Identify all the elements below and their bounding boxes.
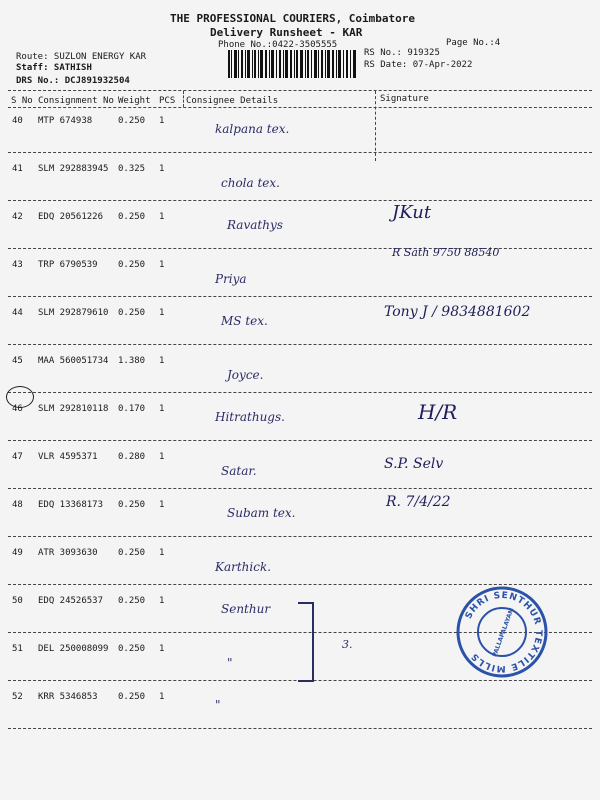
col-signature: Signature [380, 94, 429, 104]
row-weight: 0.280 [118, 452, 146, 462]
circled-row-mark [6, 386, 34, 408]
row-sno: 48 [12, 500, 23, 510]
col-consignment: Consignment No [38, 96, 114, 106]
company-seal-stamp [454, 584, 550, 680]
row-sno: 49 [12, 548, 23, 558]
row-weight: 0.250 [118, 500, 146, 510]
row-consignment-no: SLM 292883945 [38, 164, 109, 174]
rs-date: RS Date: 07-Apr-2022 [364, 60, 473, 70]
row-consignment-no: SLM 292879610 [38, 308, 109, 318]
row-consignee: Joyce. [227, 368, 264, 382]
row-pcs: 1 [159, 260, 165, 270]
row-consignee: Ravathys [227, 218, 283, 232]
row-consignee: Karthick. [215, 560, 272, 574]
phone-number: Phone No.:0422-3505555 [218, 40, 338, 50]
staff-label: Staff: SATHISH [16, 63, 92, 73]
row-signature: S.P. Selv [384, 456, 444, 472]
row-sno: 45 [12, 356, 23, 366]
row-weight: 0.250 [118, 692, 146, 702]
row-consignment-no: MAA 560051734 [38, 356, 109, 366]
doc-title: THE PROFESSIONAL COURIERS, Coimbatore [170, 12, 416, 25]
row-pcs: 1 [159, 596, 165, 606]
row-weight: 0.250 [118, 548, 146, 558]
row-weight: 0.250 [118, 116, 146, 126]
row-pcs: 1 [159, 308, 165, 318]
row-pcs: 1 [159, 500, 165, 510]
row-consignee: Priya [215, 272, 247, 286]
col-sno: S No [11, 96, 33, 106]
row-weight: 0.250 [118, 308, 146, 318]
row-pcs: 1 [159, 644, 165, 654]
row-weight: 0.170 [118, 404, 146, 414]
row-divider [8, 536, 592, 537]
row-consignee: Subam tex. [227, 506, 296, 520]
row-pcs: 1 [159, 212, 165, 222]
bracket-mark [298, 602, 314, 682]
row-consignment-no: EDQ 20561226 [38, 212, 104, 222]
bracket-count: 3. [342, 638, 353, 651]
row-consignee: MS tex. [221, 314, 268, 328]
row-divider [8, 440, 592, 441]
row-pcs: 1 [159, 452, 165, 462]
row-pcs: 1 [159, 692, 165, 702]
row-pcs: 1 [159, 164, 165, 174]
row-signature: R. 7/4/22 [386, 494, 451, 510]
row-sno: 51 [12, 644, 23, 654]
row-consignment-no: ATR 3093630 [38, 548, 98, 558]
row-pcs: 1 [159, 116, 165, 126]
row-consignment-no: KRR 5346853 [38, 692, 98, 702]
row-weight: 0.325 [118, 164, 146, 174]
row-signature: Tony J / 9834881602 [384, 304, 531, 320]
barcode-image [228, 50, 356, 78]
row-consignee: Senthur [221, 602, 271, 616]
row-consignee: Satar. [221, 464, 257, 478]
row-consignee: " [215, 698, 221, 712]
row-sno: 44 [12, 308, 23, 318]
row-signature: H/R [418, 400, 458, 424]
row-divider [8, 344, 592, 345]
row-weight: 0.250 [118, 644, 146, 654]
row-sno: 40 [12, 116, 23, 126]
row-divider [8, 392, 592, 393]
row-consignment-no: EDQ 24526537 [38, 596, 104, 606]
rs-number: RS No.: 919325 [364, 48, 440, 58]
row-consignee: chola tex. [221, 176, 280, 190]
row-consignment-no: DEL 250008099 [38, 644, 109, 654]
row-sno: 47 [12, 452, 23, 462]
row-sno: 50 [12, 596, 23, 606]
col-pcs: PCS [159, 96, 176, 106]
row-consignment-no: SLM 292810118 [38, 404, 109, 414]
row-consignment-no: EDQ 13368173 [38, 500, 104, 510]
row-divider [8, 488, 592, 489]
row-divider [8, 200, 592, 201]
svg-text:PALLAPALAYAM: PALLAPALAYAM [491, 607, 516, 658]
row-divider [8, 728, 592, 729]
row-divider [8, 248, 592, 249]
row-signature: R Sath 9750 88540 [392, 246, 500, 259]
row-sno: 41 [12, 164, 23, 174]
col-weight: Weight [118, 96, 151, 106]
svg-text:SHRI SENTHUR TEXTILE MILLS: SHRI SENTHUR TEXTILE MILLS [464, 590, 544, 674]
row-signature: JKut [392, 202, 432, 223]
row-consignment-no: VLR 4595371 [38, 452, 98, 462]
row-weight: 0.250 [118, 596, 146, 606]
row-sno: 52 [12, 692, 23, 702]
doc-subtitle: Delivery Runsheet - KAR [210, 26, 363, 39]
row-consignee: Hitrathugs. [215, 410, 285, 424]
page-number: Page No.:4 [446, 38, 501, 48]
row-divider [8, 152, 592, 153]
row-divider [8, 296, 592, 297]
row-weight: 0.250 [118, 260, 146, 270]
row-sno: 43 [12, 260, 23, 270]
route-label: Route: SUZLON ENERGY KAR [16, 52, 147, 62]
row-consignee: kalpana tex. [215, 122, 290, 136]
row-weight: 0.250 [118, 212, 146, 222]
row-weight: 1.380 [118, 356, 146, 366]
row-sno: 46 [12, 404, 23, 414]
row-sno: 42 [12, 212, 23, 222]
row-consignment-no: TRP 6790539 [38, 260, 98, 270]
row-consignee: " [227, 656, 233, 670]
drs-number: DRS No.: DCJ891932504 [16, 76, 130, 86]
header-bottom-rule [8, 107, 592, 108]
column-divider [375, 91, 376, 161]
header-top-rule [8, 90, 592, 91]
col-consignee: Consignee Details [186, 96, 279, 106]
row-consignment-no: MTP 674938 [38, 116, 93, 126]
row-pcs: 1 [159, 548, 165, 558]
row-pcs: 1 [159, 404, 165, 414]
column-divider [183, 91, 184, 107]
row-pcs: 1 [159, 356, 165, 366]
